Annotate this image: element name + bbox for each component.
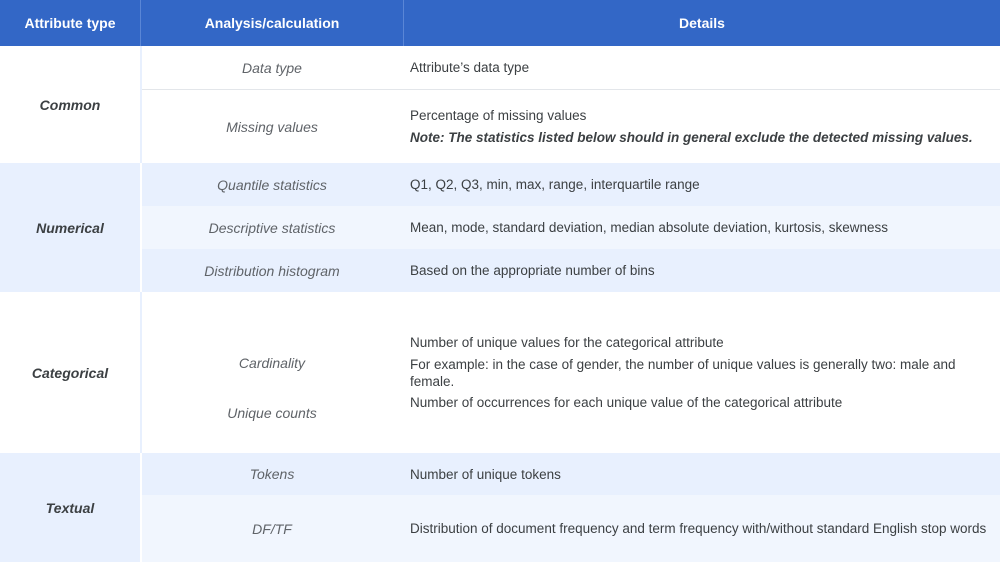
- analysis-cell: Unique counts: [227, 405, 317, 421]
- table-row: [142, 206, 1000, 249]
- details-cell: [410, 163, 990, 206]
- details-cell: [410, 249, 990, 292]
- details-cell: [410, 46, 990, 89]
- details-text: Mean, mode, standard deviation, median absolute deviation, kurtosis, skewness: [410, 220, 889, 235]
- details-cell: [410, 495, 990, 562]
- details-text: Distribution of document frequency and term frequency with/without standard English stop words: [410, 521, 987, 536]
- details-note: Note: The statistics listed below should in general exclude the detected missing values.: [410, 130, 973, 145]
- table-row: [142, 163, 1000, 206]
- group-categorical: [0, 292, 1000, 453]
- header-details: Details: [679, 15, 725, 31]
- analysis-cell: Missing values: [226, 118, 318, 135]
- group-common: [0, 46, 1000, 163]
- details-text: Attribute’s data type: [410, 60, 530, 75]
- analysis-cell: DF/TF: [252, 520, 292, 537]
- details-cell: [410, 206, 990, 249]
- analysis-cell: Descriptive statistics: [208, 219, 336, 236]
- analysis-cell: Cardinality: [238, 355, 306, 371]
- details-text: For example: in the case of gender, the number of unique values is generally two: male and female.: [410, 357, 956, 389]
- header-attribute-type: Attribute type: [24, 15, 116, 31]
- details-text: Number of occurrences for each unique value of the categorical attribute: [410, 395, 843, 410]
- details-text: Number of unique values for the categorical attribute: [410, 335, 724, 350]
- analysis-cell: Distribution histogram: [204, 262, 340, 279]
- table-row: [142, 495, 1000, 562]
- details-cell: [410, 90, 990, 163]
- group-label-common: Common: [39, 96, 101, 113]
- header-analysis: Analysis/calculation: [204, 15, 340, 31]
- details-cell: [410, 453, 990, 495]
- group-label-categorical: Categorical: [31, 364, 109, 381]
- table-row: [142, 46, 1000, 89]
- analysis-cell: Tokens: [249, 466, 295, 482]
- group-label-textual: Textual: [45, 499, 95, 516]
- table-row: [142, 453, 1000, 495]
- details-text: Q1, Q2, Q3, min, max, range, interquartile range: [410, 177, 700, 192]
- table-header: [0, 0, 1000, 46]
- table-row: [142, 249, 1000, 292]
- analysis-cell: Quantile statistics: [217, 176, 327, 193]
- table-row: [142, 292, 1000, 453]
- details-text: Based on the appropriate number of bins: [410, 263, 655, 278]
- group-numerical: [0, 163, 1000, 292]
- details-text: Number of unique tokens: [410, 466, 561, 482]
- table-row: [142, 89, 1000, 163]
- group-textual: [0, 453, 1000, 562]
- group-label-numerical: Numerical: [36, 219, 104, 236]
- analysis-cell: Data type: [242, 59, 302, 76]
- details-text: Percentage of missing values: [410, 108, 587, 123]
